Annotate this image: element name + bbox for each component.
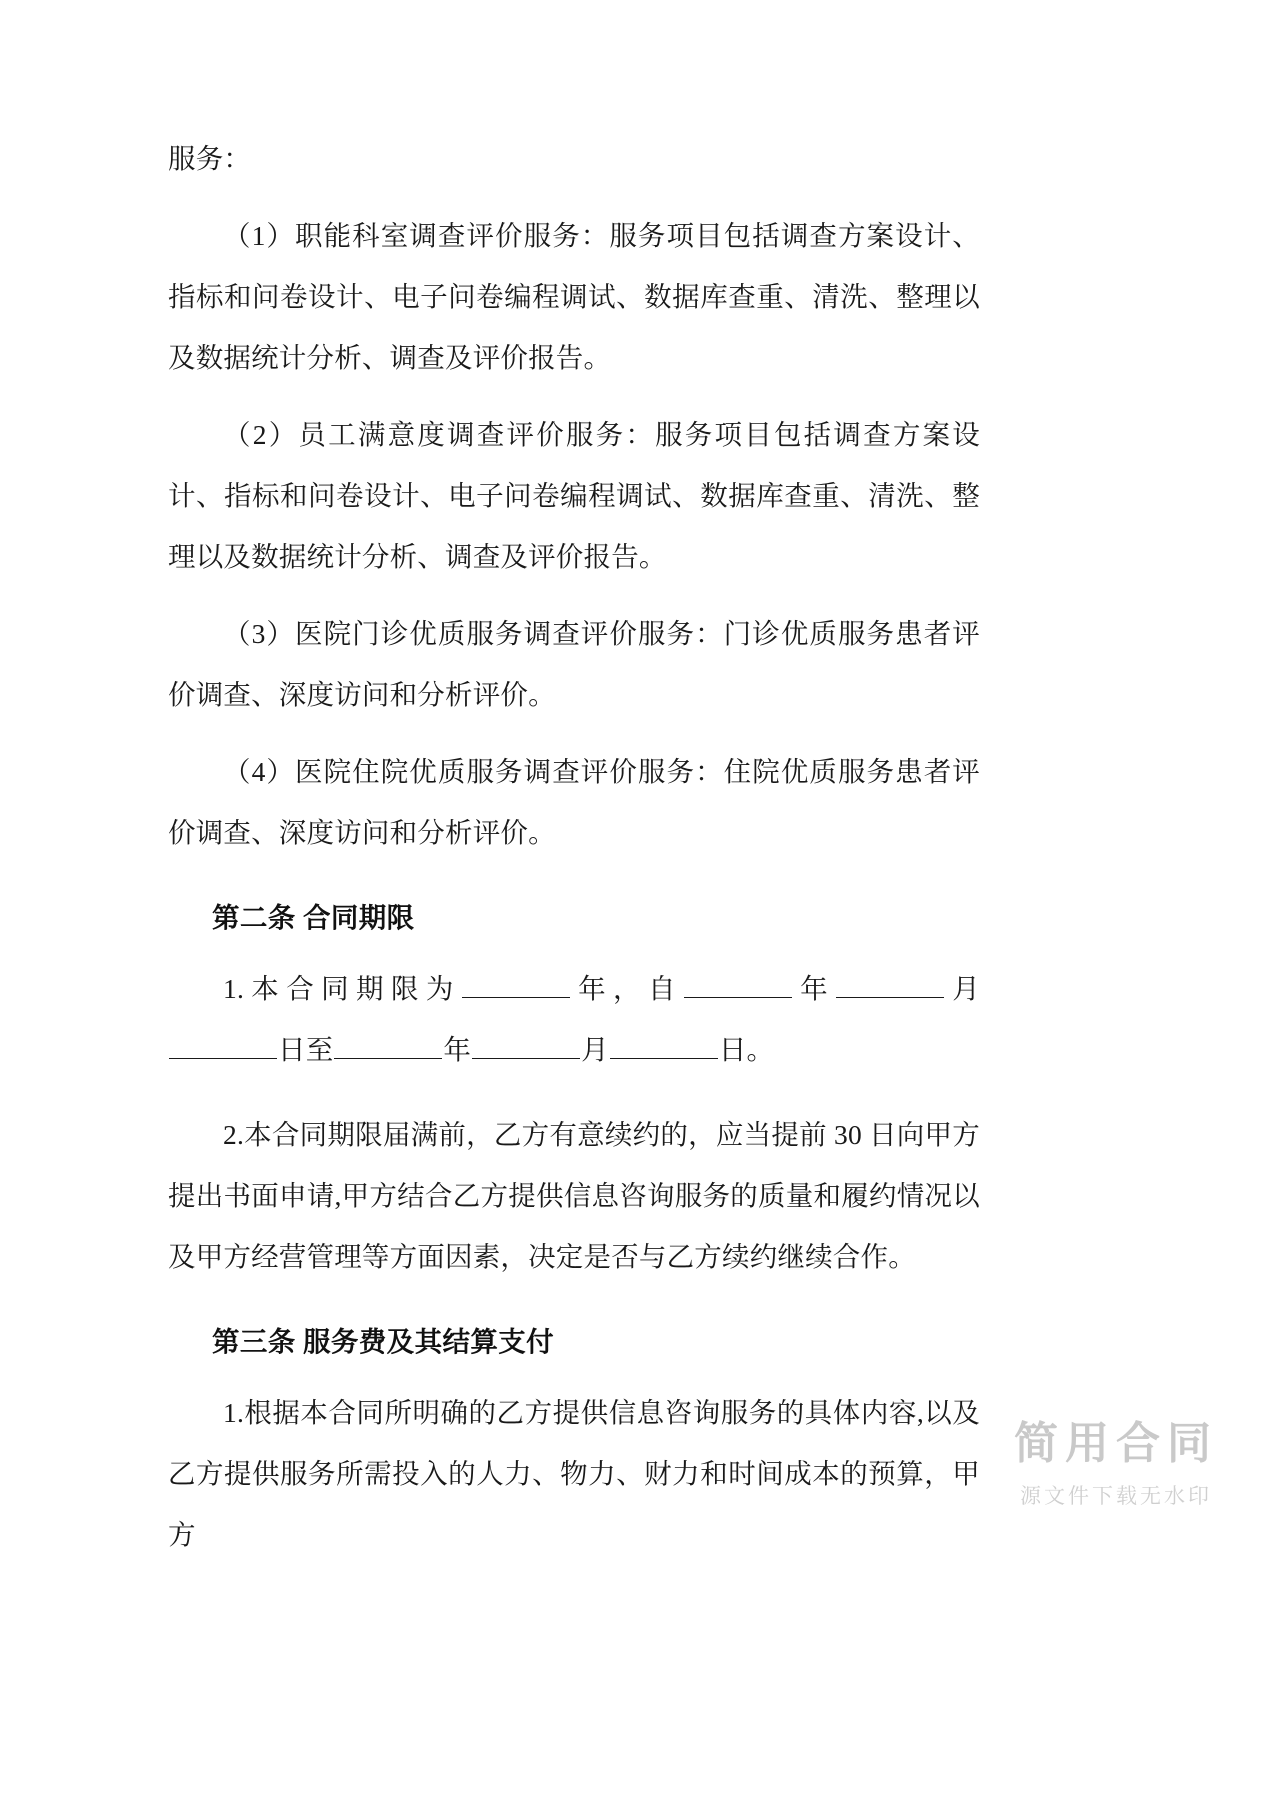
clause-1-continuation-prefix: 至 [305,1034,334,1065]
section-heading-two: 第二条 合同期限 [212,902,415,933]
document-content [168,128,980,1571]
spacer [168,1372,980,1382]
section-two-clause-1 [168,958,980,1080]
clause-1-unit-day-1: 日 [278,1034,306,1065]
clause-1-unit-year-1: 年，自 [570,973,683,1004]
spacer [168,948,980,958]
blank-duration-years[interactable] [462,971,570,998]
spacer [168,1086,980,1104]
clause-1-unit-day-2: 日。 [718,1034,775,1065]
section-three-clause-1: 1.根据本合同所明确的乙方提供信息咨询服务的具体内容,以及乙方提供服务所需投入的人力、物力、财力和时间成本的预算，甲方 [168,1397,980,1550]
blank-start-month[interactable] [836,971,944,998]
spacer [168,869,980,887]
clause-1-prefix: 1.本合同期限为 [223,973,461,1004]
clause-1-unit-month-2: 月 [581,1034,609,1065]
spacer [168,195,980,205]
clause-1-unit-month-1: 月 [945,973,980,1004]
service-item-4: （4）医院住院优质服务调查评价服务：住院优质服务患者评价调查、深度访问和分析评价。 [168,756,980,848]
spacer [168,731,980,741]
service-item-2: （2）员工满意度调查评价服务：服务项目包括调查方案设计、指标和问卷设计、电子问卷编程调试、数据库查重、清洗、整理以及数据统计分析、调查及评价报告。 [168,419,980,572]
service-item-1: （1）职能科室调查评价服务：服务项目包括调查方案设计、指标和问卷设计、电子问卷编程调试、数据库查重、清洗、整理以及数据统计分析、调查及评价报告。 [168,220,980,373]
watermark [1014,1417,1218,1510]
spacer [168,1293,980,1311]
blank-end-year[interactable] [334,1032,442,1059]
section-two-clause-2: 2.本合同期限届满前，乙方有意续约的，应当提前 30 日向甲方提出书面申请,甲方结合乙方提供信息咨询服务的质量和履约情况以及甲方经营管理等方面因素，决定是否与乙方续约继续合作。 [168,1119,980,1272]
clause-1-unit-year-3: 年 [443,1034,472,1065]
watermark-tagline: 源文件下载无水印 [1020,1484,1212,1508]
spacer [168,394,980,404]
watermark-brand: 简用合同 [1014,1417,1218,1469]
blank-start-day[interactable] [169,1032,277,1059]
spacer [168,593,980,603]
section-heading-three: 第三条 服务费及其结算支付 [212,1326,555,1357]
blank-start-year[interactable] [684,971,792,998]
clause-1-unit-year-2: 年 [792,973,836,1004]
intro-line: 服务： [168,143,252,174]
blank-end-day[interactable] [610,1032,718,1059]
service-item-3: （3）医院门诊优质服务调查评价服务：门诊优质服务患者评价调查、深度访问和分析评价。 [168,618,980,710]
blank-end-month[interactable] [472,1032,580,1059]
